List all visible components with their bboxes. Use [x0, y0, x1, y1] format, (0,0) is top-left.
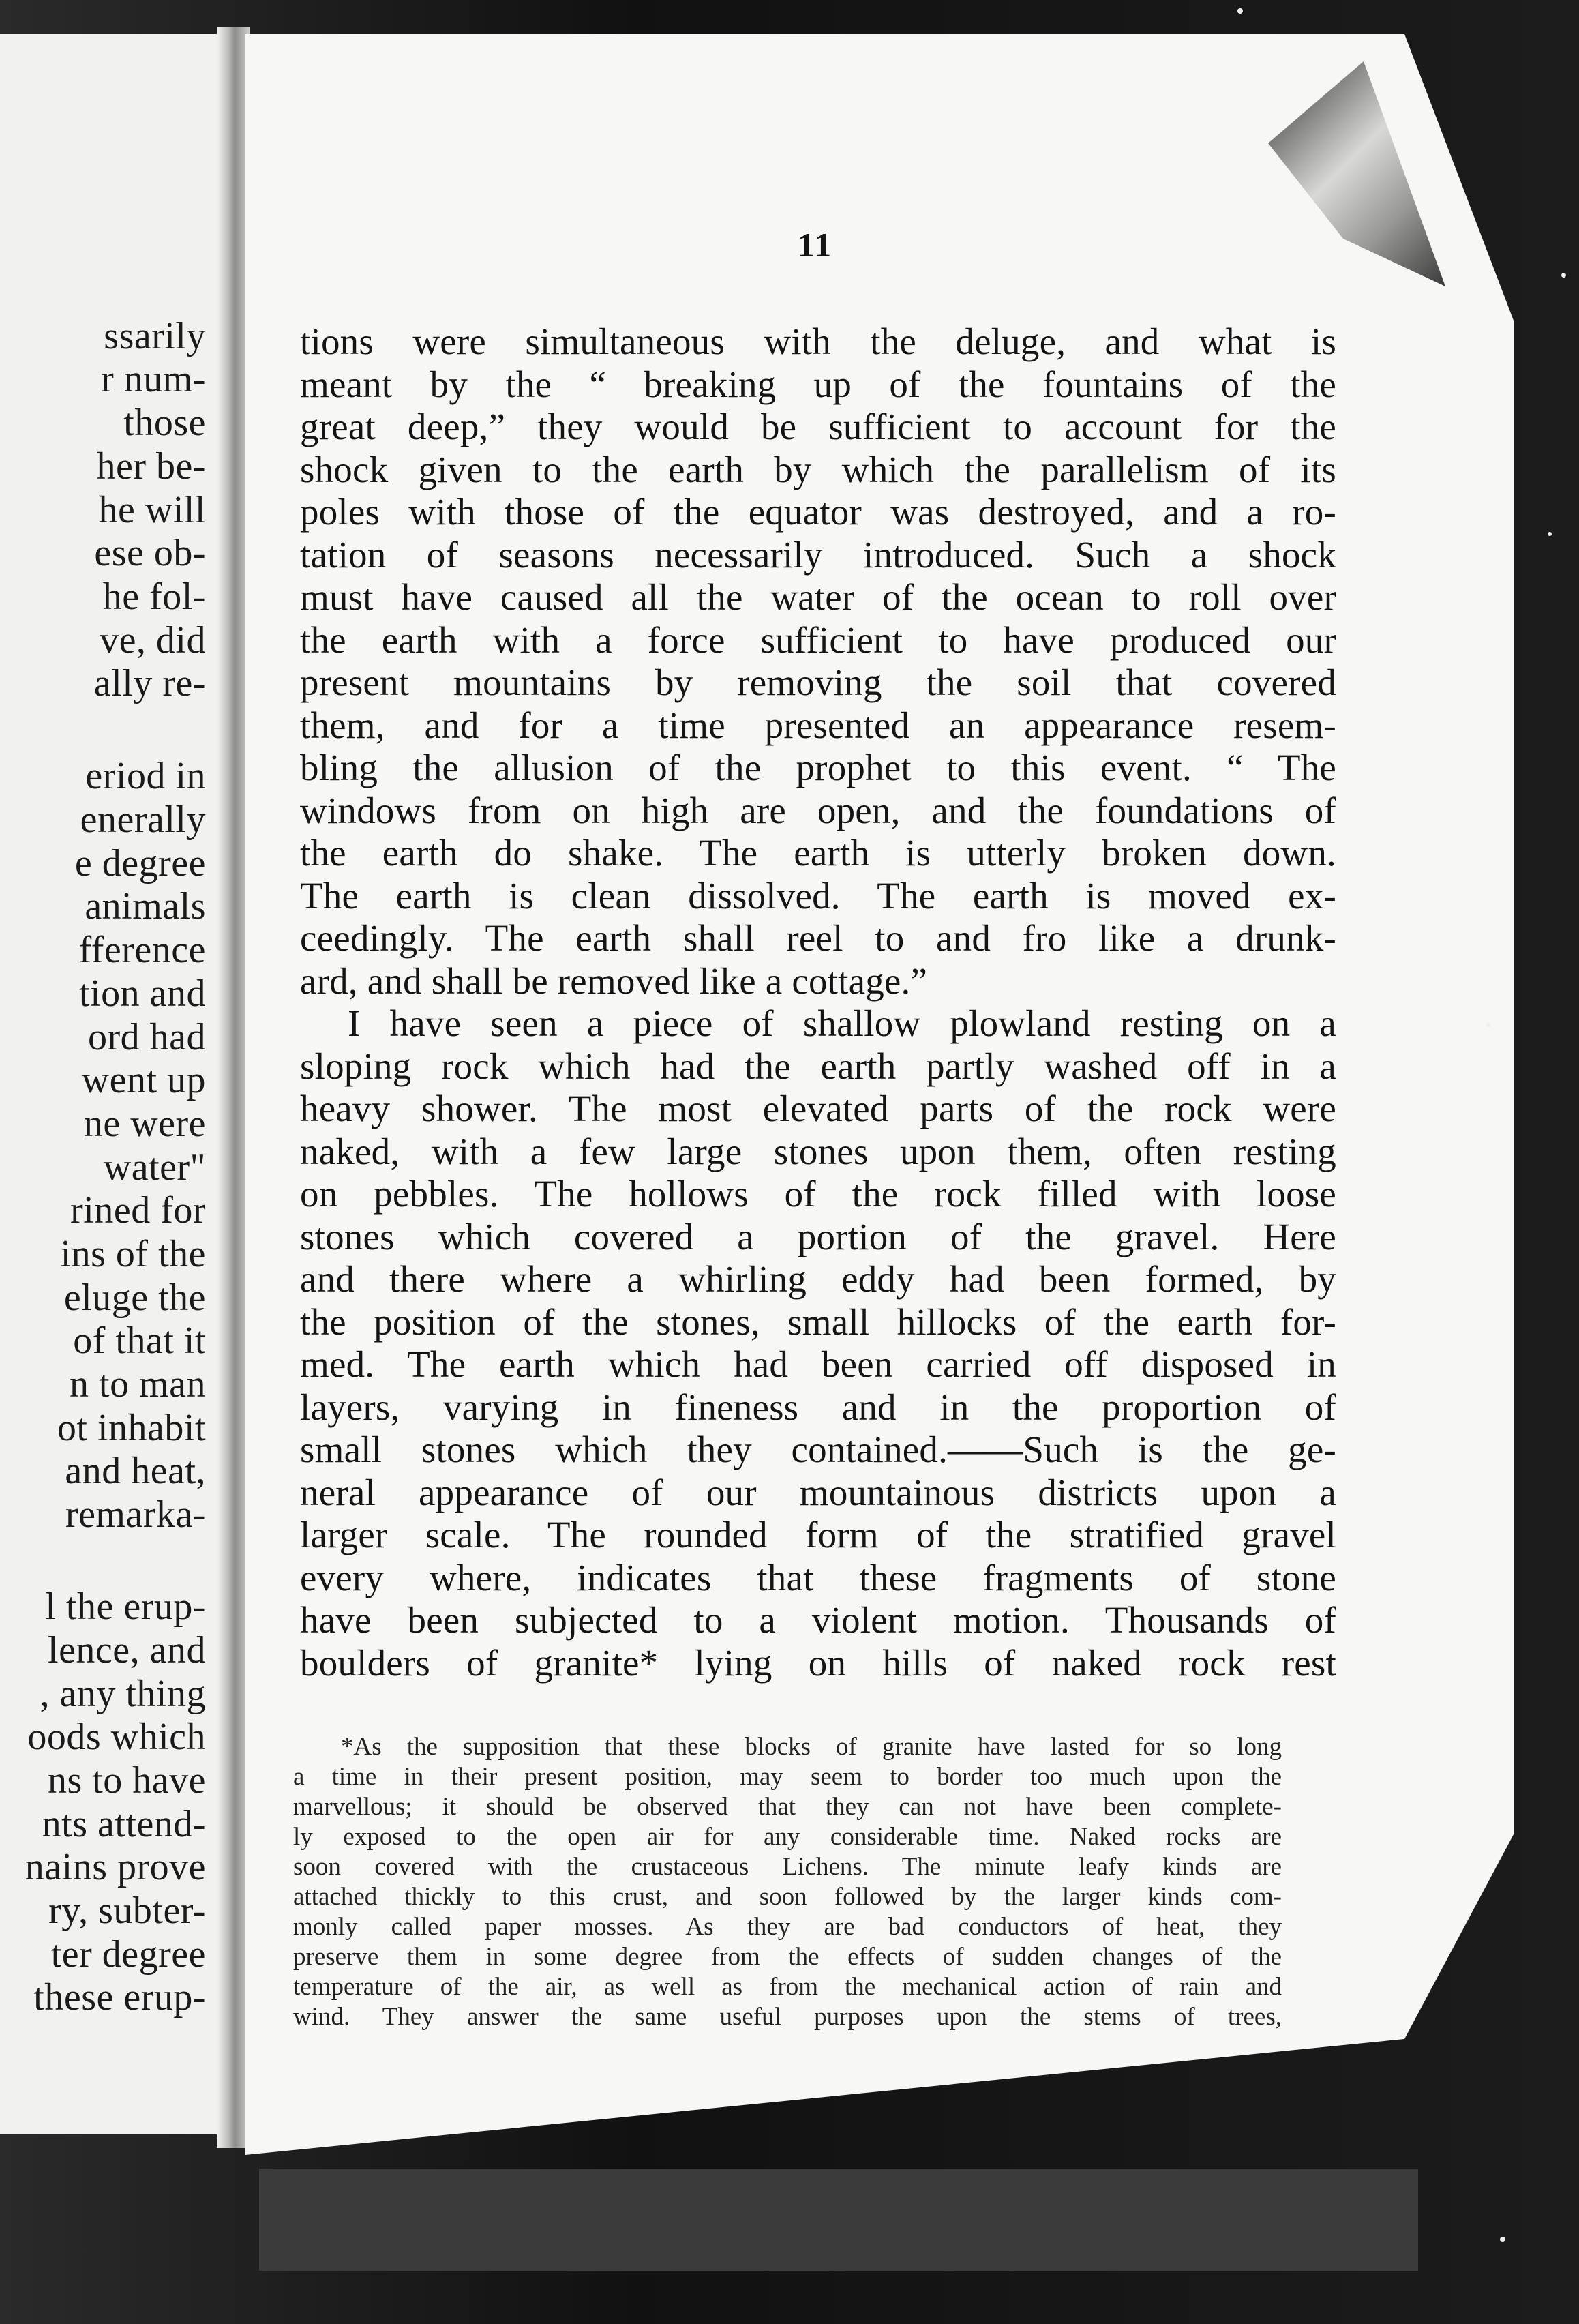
- facing-line: of that it: [73, 1320, 206, 1362]
- book-edge-shadow: [259, 2169, 1418, 2271]
- facing-line: went up: [81, 1059, 206, 1101]
- facing-line: ord had: [87, 1016, 206, 1058]
- body-line: layers, varying in fineness and in the proportion of: [300, 1386, 1336, 1428]
- footnote: [293, 1732, 1282, 2032]
- body-line: on pebbles. The hollows of the rock filled with loose: [300, 1173, 1336, 1215]
- body-line: The earth is clean dissolved. The earth is moved ex-: [300, 874, 1336, 917]
- facing-line: ssarily: [104, 315, 206, 357]
- body-line: present mountains by removing the soil that covered: [300, 661, 1336, 703]
- facing-line: eriod in: [85, 755, 206, 797]
- footnote-line: attached thickly to this crust, and soon followed by the larger kinds com-: [293, 1883, 1282, 1911]
- book-gutter: [217, 27, 250, 2148]
- facing-line: nts attend-: [42, 1803, 206, 1845]
- facing-line: he fol-: [102, 576, 206, 618]
- facing-line: oods which: [27, 1716, 206, 1758]
- facing-line: ve, did: [100, 619, 206, 661]
- footnote-line: ly exposed to the open air for any considerable time. Naked rocks are: [293, 1823, 1282, 1851]
- body-line: shock given to the earth by which the parallelism of its: [300, 448, 1336, 490]
- facing-line: tion and: [79, 972, 206, 1015]
- body-line: boulders of granite* lying on hills of naked rock rest: [300, 1641, 1336, 1684]
- facing-line: fference: [78, 929, 206, 971]
- body-line: small stones which they contained.——Such is the ge-: [300, 1429, 1336, 1470]
- footnote-line: wind. They answer the same useful purposes upon the stems of trees,: [293, 2003, 1282, 2031]
- body-line: tation of seasons necessarily introduced. Such a shock: [300, 533, 1336, 576]
- facing-line: ese ob-: [94, 532, 206, 574]
- footnote-line: preserve them in some degree from the effects of sudden changes of the: [293, 1943, 1282, 1971]
- body-text: [300, 321, 1336, 1684]
- facing-line: l the erup-: [45, 1585, 206, 1628]
- facing-line: r num-: [101, 358, 206, 400]
- facing-line: animals: [85, 885, 206, 927]
- body-line: the earth do shake. The earth is utterly broken down.: [300, 832, 1336, 874]
- body-line: ard, and shall be removed like a cottage.”: [300, 959, 928, 1002]
- footnote-line: a time in their present position, may seem to border too much upon the: [293, 1763, 1282, 1791]
- footnote-line: *As the supposition that these blocks of granite have lasted for so long: [341, 1733, 1282, 1761]
- body-line: naked, with a few large stones upon them, often resting: [300, 1130, 1336, 1172]
- facing-line: these erup-: [33, 1976, 206, 2018]
- scan-speck: [1561, 273, 1566, 278]
- facing-line: ot inhabit: [57, 1407, 206, 1449]
- body-line: them, and for a time presented an appearance resem-: [300, 704, 1336, 746]
- facing-line: her be-: [96, 445, 206, 488]
- body-line: poles with those of the equator was destroyed, and a ro-: [300, 491, 1336, 533]
- body-line: tions were simultaneous with the deluge, and what is: [300, 321, 1336, 362]
- body-line: great deep,” they would be sufficient to account for the: [300, 406, 1336, 447]
- facing-line: he will: [98, 489, 206, 531]
- facing-line: ry, subter-: [48, 1890, 206, 1932]
- scan-speck: [1237, 8, 1243, 14]
- body-line: the position of the stones, small hillocks of the earth for-: [300, 1300, 1336, 1343]
- facing-line: nains prove: [25, 1846, 206, 1888]
- scan-speck: [1548, 532, 1552, 536]
- facing-line: ns to have: [47, 1759, 206, 1802]
- footnote-line: monly called paper mosses. As they are bad conductors of heat, they: [293, 1913, 1282, 1941]
- body-line: larger scale. The rounded form of the stratified gravel: [300, 1514, 1336, 1555]
- scan-speck: [1500, 2237, 1505, 2242]
- body-line: and there where a whirling eddy had been formed, by: [300, 1258, 1336, 1300]
- body-line: heavy shower. The most elevated parts of the rock were: [300, 1088, 1336, 1129]
- facing-line: e degree: [74, 842, 206, 884]
- scan-speck: [1486, 1023, 1490, 1027]
- footnote-line: marvellous; it should be observed that they can not have been complete-: [293, 1793, 1282, 1821]
- facing-line: rined for: [70, 1189, 206, 1232]
- facing-line: n to man: [70, 1363, 206, 1405]
- facing-line: ins of the: [60, 1233, 206, 1275]
- footnote-line: soon covered with the crustaceous Lichens. The minute leafy kinds are: [293, 1853, 1282, 1881]
- facing-line: ally re-: [93, 662, 206, 704]
- facing-line: and heat,: [65, 1450, 206, 1492]
- body-line: med. The earth which had been carried off disposed in: [300, 1343, 1336, 1385]
- page-number: 11: [798, 226, 833, 264]
- body-line: sloping rock which had the earth partly washed off in a: [300, 1045, 1336, 1087]
- facing-line: , any thing: [40, 1673, 206, 1715]
- body-line: the earth with a force sufficient to have produced our: [300, 619, 1336, 661]
- facing-line: remarka-: [65, 1493, 206, 1536]
- body-line: I have seen a piece of shallow plowland resting on a: [348, 1002, 1336, 1044]
- body-line: windows from on high are open, and the foundations of: [300, 789, 1336, 831]
- body-line: ceedingly. The earth shall reel to and fro like a drunk-: [300, 917, 1336, 959]
- footnote-line: temperature of the air, as well as from the mechanical action of rain and: [293, 1973, 1282, 2001]
- body-line: stones which covered a portion of the gravel. Here: [300, 1215, 1336, 1257]
- facing-line: enerally: [80, 799, 206, 841]
- facing-page-fragment: [0, 34, 225, 2134]
- body-line: every where, indicates that these fragments of stone: [300, 1556, 1336, 1598]
- body-line: neral appearance of our mountainous districts upon a: [300, 1471, 1336, 1513]
- facing-line: water": [103, 1146, 206, 1189]
- body-line: have been subjected to a violent motion. Thousands of: [300, 1599, 1336, 1641]
- facing-line: ne were: [83, 1103, 206, 1145]
- body-line: meant by the “ breaking up of the fountains of the: [300, 363, 1336, 405]
- body-line: bling the allusion of the prophet to this event. “ The: [300, 747, 1336, 788]
- facing-line: ter degree: [50, 1933, 206, 1976]
- facing-line: those: [123, 402, 206, 444]
- body-line: must have caused all the water of the ocean to roll over: [300, 576, 1336, 618]
- facing-line: lence, and: [48, 1629, 206, 1671]
- facing-line: eluge the: [63, 1277, 206, 1319]
